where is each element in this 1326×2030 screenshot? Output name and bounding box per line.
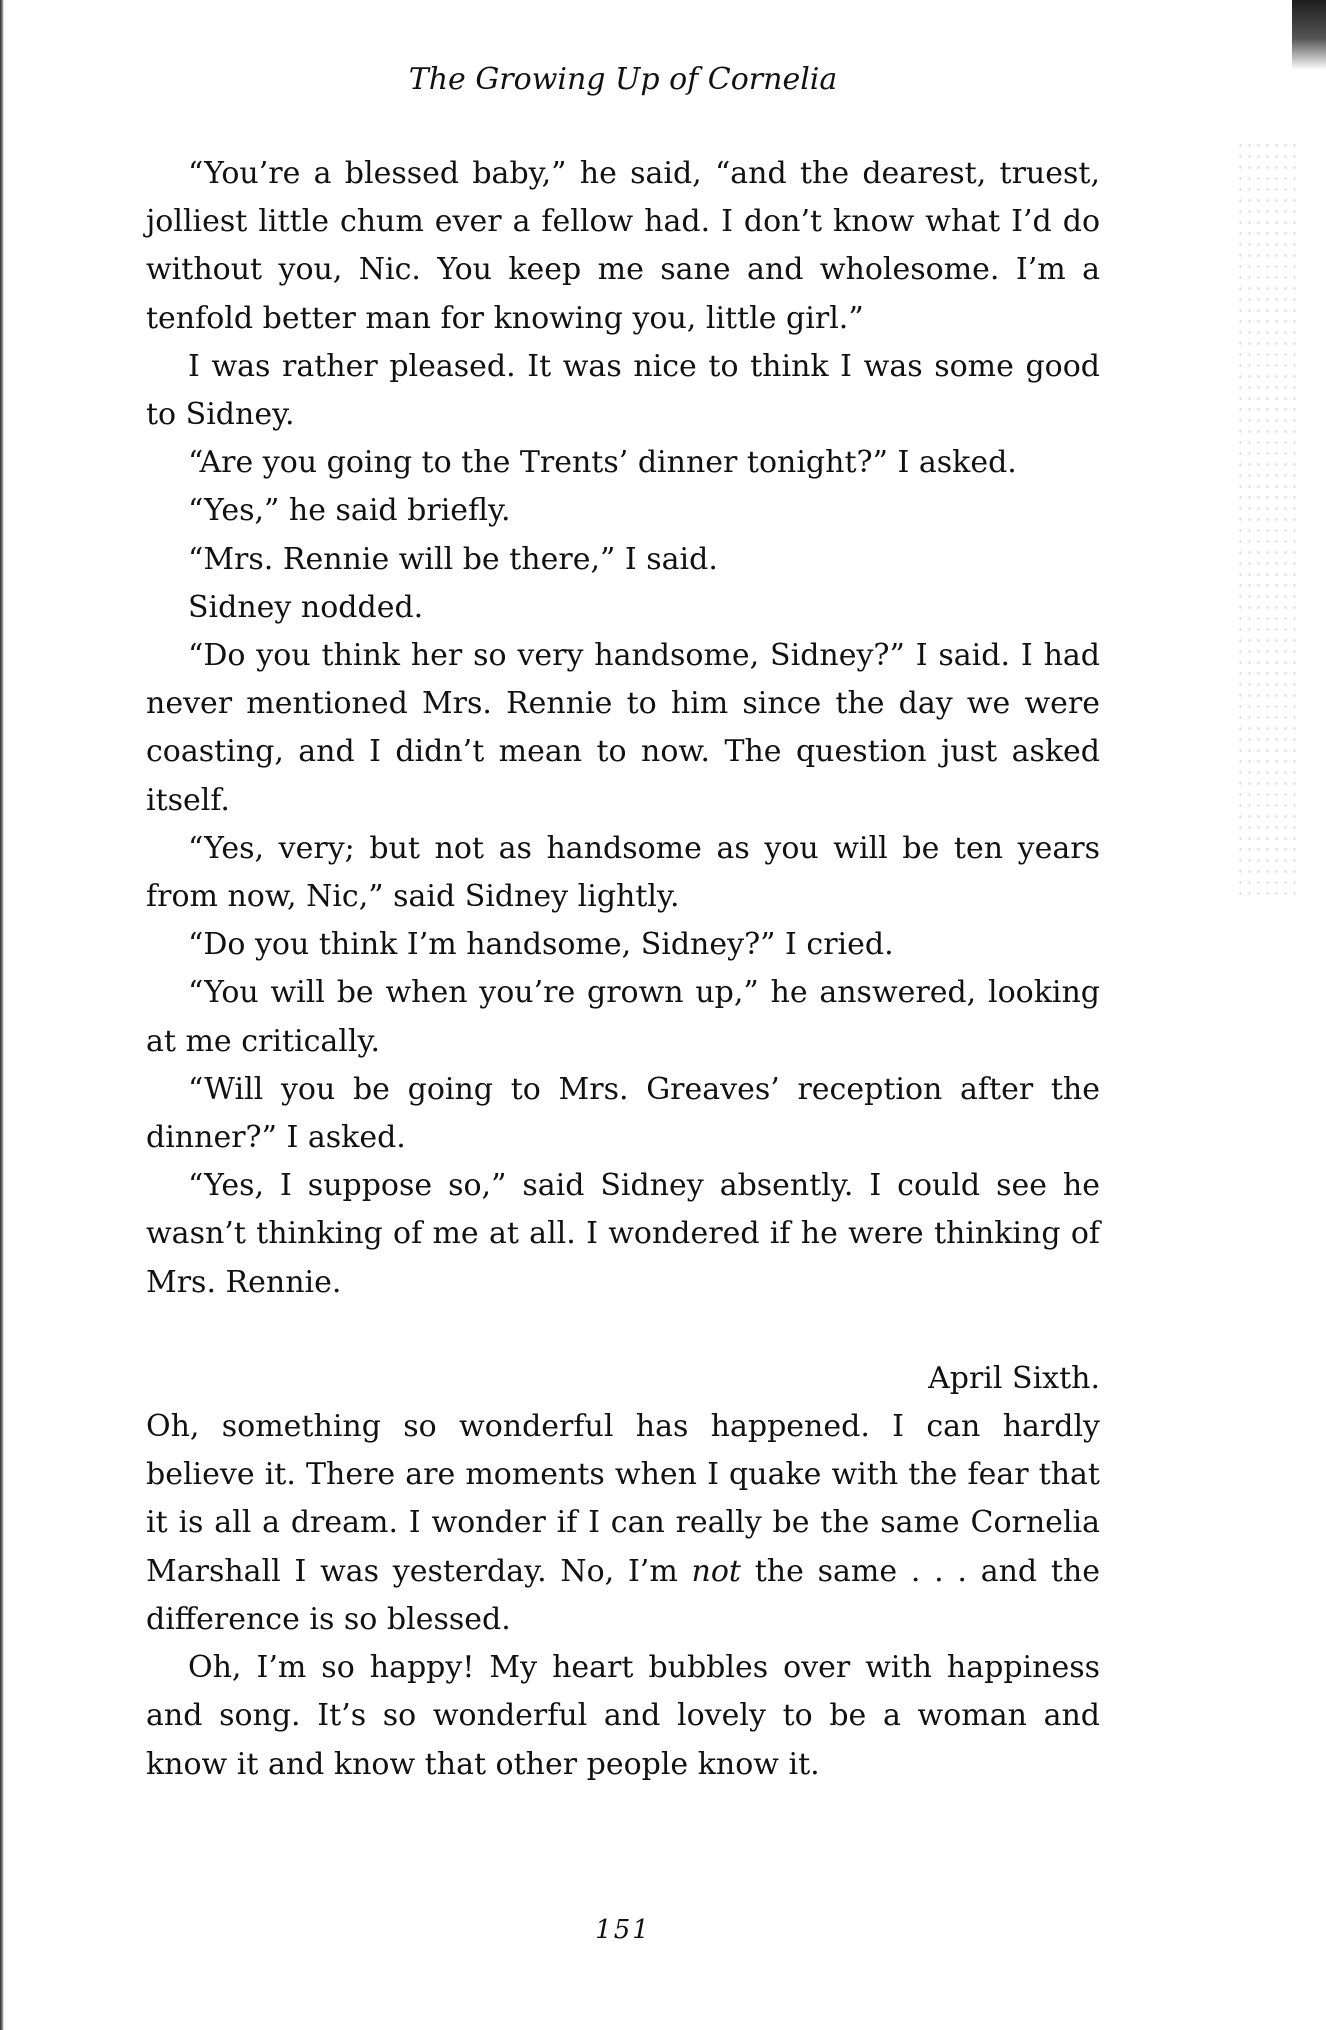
scan-speckle — [1236, 140, 1296, 900]
scan-corner-shadow — [1292, 0, 1326, 70]
entry-paragraph — [146, 1403, 1100, 1644]
paragraph: “Will you be going to Mrs. Greaves’ reception after the dinner?” I asked. — [146, 1071, 1100, 1156]
entry-emphasis: not — [691, 1553, 741, 1589]
paragraph: I was rather pleased. It was nice to think I was some good to Sidney. — [146, 348, 1100, 433]
entry-text-after: the same . . . and the difference is so blessed. — [146, 1553, 1100, 1637]
paragraph: “Yes, very; but not as handsome as you will be ten years from now, Nic,” said Sidney lightly. — [146, 830, 1100, 915]
paragraph: “Do you think I’m handsome, Sidney?” I cried. — [188, 927, 894, 963]
entry-paragraph: Oh, I’m so happy! My heart bubbles over with happiness and song. It’s so wonderful and lovely to be a woman and know it and know that other people know it. — [146, 1650, 1100, 1782]
page-number: 151 — [595, 1915, 651, 1945]
section-break — [146, 1307, 1100, 1355]
entry-text-before: Oh, something so wonderful has happened. I can hardly believe it. There are moments when I quake with the fear that it is all a dream. I wonder if I can really be the same Cornelia Marshall I was yesterday. No, I’m — [146, 1409, 1100, 1589]
book-page — [146, 60, 1100, 2000]
paragraph: “Yes, I suppose so,” said Sidney absently. I could see he wasn’t thinking of me at all. I wondered if he were thinking of Mrs. Rennie. — [146, 1168, 1100, 1300]
entry-dateline: April Sixth. — [928, 1360, 1100, 1396]
paragraph: “Mrs. Rennie will be there,” I said. — [188, 541, 718, 577]
paragraph: “Are you going to the Trents’ dinner tonight?” I asked. — [188, 445, 1017, 481]
paragraph: “Yes,” he said briefly. — [188, 493, 511, 529]
scan-edge-left — [0, 0, 4, 2030]
paragraph: Sidney nodded. — [188, 589, 424, 625]
running-head: The Growing Up of Cornelia — [408, 62, 838, 97]
paragraph: “You’re a blessed baby,” he said, “and the dearest, truest, jolliest little chum ever a fellow had. I don’t know what I’d do without you, Nic. You keep me sane and wholesome. I’m a tenfold better man for knowing you, little girl.” — [146, 156, 1100, 336]
paragraph: “Do you think her so very handsome, Sidney?” I said. I had never mentioned Mrs. Rennie to him since the day we were coasting, and I didn’t mean to now. The question just asked itself. — [146, 638, 1100, 818]
paragraph: “You will be when you’re grown up,” he answered, looking at me critically. — [146, 975, 1100, 1059]
